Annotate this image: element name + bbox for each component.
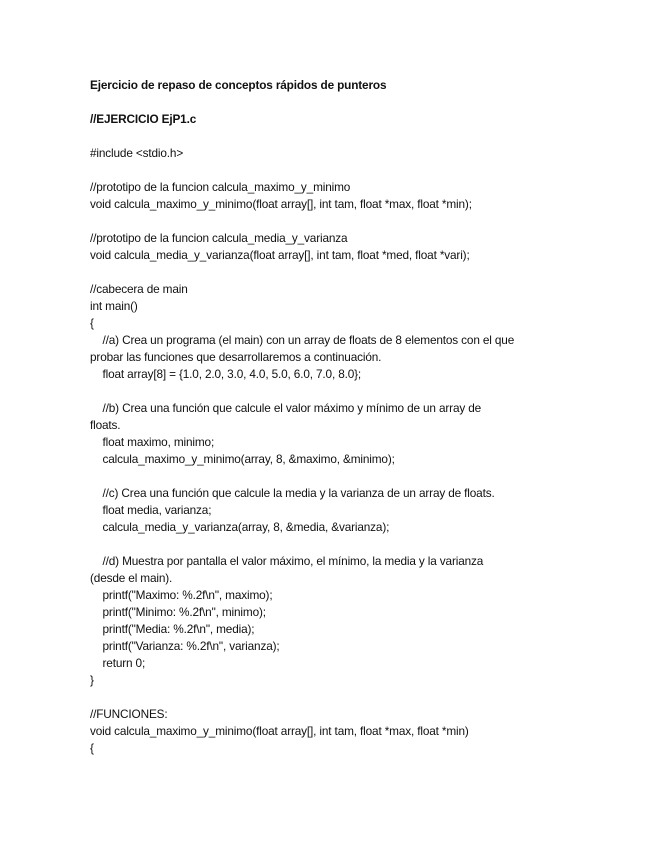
text-line: //prototipo de la funcion calcula_maximo_y_minimo	[90, 180, 351, 194]
text-line: printf("Media: %.2f\n", media);	[90, 622, 255, 636]
text-line: {	[90, 741, 94, 755]
blank-line	[90, 162, 610, 179]
text-line: //b) Crea una función que calcule el valor máximo y mínimo de un array de	[90, 401, 482, 415]
text-line: float media, varianza;	[90, 503, 212, 517]
blank-line	[90, 536, 610, 553]
document-page	[90, 77, 610, 757]
text-line: printf("Varianza: %.2f\n", varianza);	[90, 639, 280, 653]
text-line: void calcula_maximo_y_minimo(float array[], int tam, float *max, float *min)	[90, 724, 469, 738]
blank-line	[90, 128, 610, 145]
text-line: float array[8] = {1.0, 2.0, 3.0, 4.0, 5.0, 6.0, 7.0, 8.0};	[90, 367, 362, 381]
blank-line	[90, 264, 610, 281]
text-line: void calcula_media_y_varianza(float array[], int tam, float *med, float *vari);	[90, 248, 470, 262]
text-line: printf("Maximo: %.2f\n", maximo);	[90, 588, 273, 602]
document-title: Ejercicio de repaso de conceptos rápidos de punteros	[90, 78, 387, 92]
text-line: float maximo, minimo;	[90, 435, 215, 449]
blank-line	[90, 468, 610, 485]
text-line: printf("Minimo: %.2f\n", minimo);	[90, 605, 266, 619]
blank-line	[90, 689, 610, 706]
text-line: //prototipo de la funcion calcula_media_y_varianza	[90, 231, 348, 245]
text-line: (desde el main).	[90, 571, 173, 585]
text-line: //a) Crea un programa (el main) con un array de floats de 8 elementos con el que	[90, 333, 515, 347]
text-line: void calcula_maximo_y_minimo(float array[], int tam, float *max, float *min);	[90, 197, 472, 211]
text-line: return 0;	[90, 656, 146, 670]
text-line: }	[90, 673, 94, 687]
text-line: //c) Crea una función que calcule la media y la varianza de un array de floats.	[90, 486, 495, 500]
text-line: //cabecera de main	[90, 282, 188, 296]
text-line: //EJERCICIO EjP1.c	[90, 112, 197, 126]
text-line: floats.	[90, 418, 121, 432]
text-line: int main()	[90, 299, 138, 313]
text-line: calcula_maximo_y_minimo(array, 8, &maximo, &minimo);	[90, 452, 395, 466]
text-line: //d) Muestra por pantalla el valor máximo, el mínimo, la media y la varianza	[90, 554, 484, 568]
blank-line	[90, 213, 610, 230]
text-line: //FUNCIONES:	[90, 707, 168, 721]
text-line: #include <stdio.h>	[90, 146, 184, 160]
text-line: calcula_media_y_varianza(array, 8, &media, &varianza);	[90, 520, 390, 534]
text-line: probar las funciones que desarrollaremos a continuación.	[90, 350, 382, 364]
blank-line	[90, 94, 610, 111]
text-line: {	[90, 316, 94, 330]
blank-line	[90, 383, 610, 400]
